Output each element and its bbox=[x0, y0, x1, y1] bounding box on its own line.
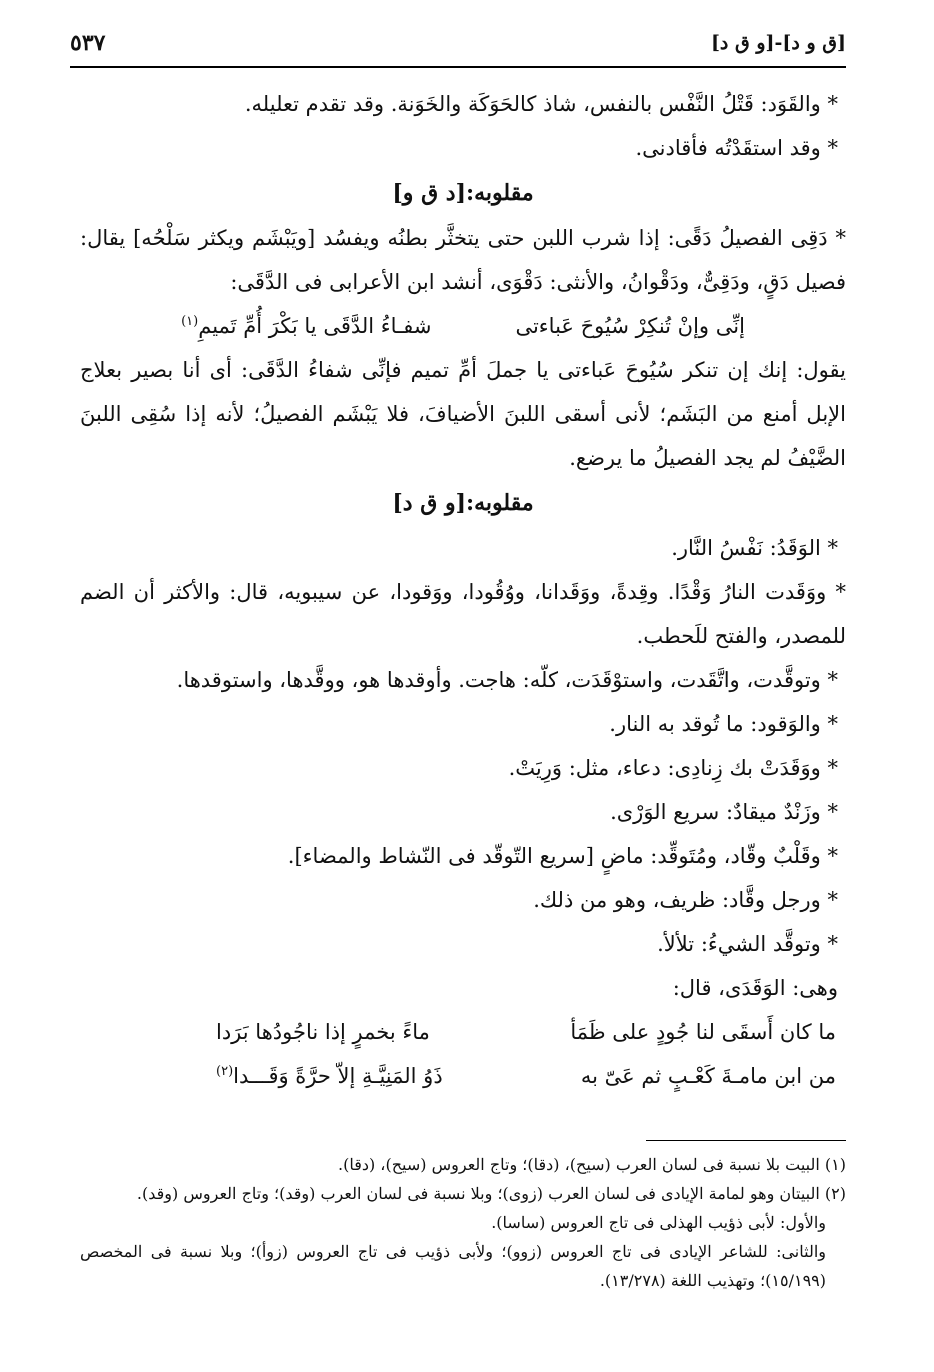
footnote-2: (٢) البيتان وهو لمامة الإيادى فى لسان العرب (زوى)؛ وبلا نسبة فى لسان العرب (وقد)؛ وتاج العروس (وقد). bbox=[136, 1184, 846, 1203]
header-rule bbox=[70, 66, 846, 68]
section-heading-dqw: مقلوبه:[د ق و] bbox=[392, 180, 534, 206]
verse-2-second-hemistich: ماءً بخمرٍ إذا ناجُودُها بَرَدا bbox=[216, 1020, 430, 1044]
verse-2-block bbox=[80, 1010, 846, 1098]
page-number: ٥٣٧ bbox=[70, 30, 106, 56]
entry-rajul-line: * ورجل وقَّاد: ظريف، وهو من ذلك. bbox=[533, 888, 838, 912]
entry-waqad-line: * الوَقَدُ: نَفْسُ النَّار. bbox=[671, 536, 838, 560]
footnote-1: (١) البيت بلا نسبة فى لسان العرب (سيح)، (دقا)؛ وتاج العروس (سيح)، (دقا). bbox=[338, 1155, 846, 1174]
entry-qawad-line: * والقَوَد: قَتْلُ النَّفْس بالنفس، شاذ كالحَوَكَة والخَوَنة. وقد تقدم تعليله. bbox=[244, 92, 838, 116]
footnote-2-second-verse: والثانى: للشاعر الإيادى فى تاج العروس (زوو)؛ ولأبى ذؤيب فى تاج العروس (زوأ)؛ وبلا نسبة فى المخصص (١٥/١٩٩)؛ وتهذيب اللغة (١٣/٢٧٨). bbox=[80, 1242, 826, 1290]
verse-1-first-hemistich: إنِّى وإنْ تُنكِرْ سُيُوحَ عَباءتى bbox=[515, 314, 745, 338]
entry-tawaqqad-shay-line: * وتوقَّد الشيءُ: تلألأ. bbox=[657, 932, 838, 956]
footnote-mark-2: (٢) bbox=[216, 1064, 234, 1079]
verse-3 bbox=[216, 1054, 836, 1098]
verse-2 bbox=[216, 1010, 836, 1054]
page-header bbox=[70, 24, 846, 64]
verse-1 bbox=[80, 304, 846, 348]
entry-zinadi-line: * ووَقَدَتْ بك زِنادِى: دعاء، مثل: وَرِيَتْ. bbox=[508, 756, 838, 780]
verse-3-second-text: ذَوُ المَنِيَّـةِ إلاّ حرَّةً وَقَـــدا bbox=[233, 1064, 443, 1088]
footnote-mark-1: (١) bbox=[181, 314, 199, 329]
verse-3-first-hemistich: من ابن مامـةَ كَعْـبٍ ثم عَىّ به bbox=[580, 1064, 836, 1088]
entry-miqad-line: * وزَنْدٌ ميقادٌ: سريع الوَرْى. bbox=[610, 800, 838, 824]
verse-1-second-text: شفـاءُ الدَّقَى يا بَكْرَ أُمِّ تَميمِ bbox=[198, 314, 432, 338]
paragraph-waqadat: * ووَقَدت النارُ وَقْدًا. وقِدةً، ووَقَدانا، ووُقُودا، ووَقودا، عن سيبويه، قال: والأكثر أن الضم للمصدر، والفتح للَحطب. bbox=[80, 580, 846, 648]
entry-tawaqqadat-line: * وتوقَّدت، واتَّقَدت، واستوْقَدَت، كلّه: هاجت. وأوقدها هو، ووقَّدها، واستوقدها. bbox=[176, 668, 838, 692]
paragraph-daqi: * دَقِى الفصيلُ دَقًى: إذا شرب اللبن حتى يتخثَّر بطنُه ويفسُد [ويَبْشَم ويكثر سَلْحُه] يقال: فصيل دَقٍ، ودَقِىٌّ، ودَقْوانُ، والأنثى: دَقْوَى، أنشد ابن الأعرابى فى الدَّقَى: bbox=[80, 226, 846, 294]
verse-2-first-hemistich: ما كان أَسقَى لنا جُودٍ على ظَمَأ bbox=[570, 1020, 836, 1044]
footnotes bbox=[80, 1150, 846, 1295]
verse-3-second-hemistich bbox=[216, 1054, 443, 1098]
footnote-rule bbox=[646, 1140, 846, 1141]
entry-waqada-line: وهى: الوَقَدَى، قال: bbox=[672, 976, 838, 1000]
main-text bbox=[80, 82, 846, 1098]
running-head: [ق و د]-[و ق د] bbox=[710, 32, 846, 54]
entry-qalb-line: * وقَلْبٌ وقّاد، ومُتَوقِّد: ماضٍ [سريع التّوقّد فى النّشاط والمضاء]. bbox=[287, 844, 838, 868]
entry-waqud-line: * والوَقود: ما تُوقد به النار. bbox=[609, 712, 838, 736]
verse-1-second-hemistich bbox=[181, 304, 431, 348]
paragraph-explanation: يقول: إنك إن تنكر سُيُوحَ عَباءتى يا جملَ أمِّ تميم فإنِّى شفاءُ الدَّقَى: أى أنا بصير بعلاج الإبل أمنع من البَشَم؛ لأنى أسقى اللبنَ الأضيافَ، فلا يَبْشَم الفصيلُ؛ لأنه إذا سُقِى اللبنَ الضَّيْفُ لم يجد الفصيلُ ما يرضع. bbox=[80, 358, 846, 470]
footnote-2-first-verse: والأول: لأبى ذؤيب الهذلى فى تاج العروس (ساسا). bbox=[491, 1213, 826, 1232]
section-heading-wqd: مقلوبه:[و ق د] bbox=[392, 490, 534, 516]
entry-istaqadtuh-line: * وقد استقَدْتُه فأقادنى. bbox=[635, 136, 838, 160]
